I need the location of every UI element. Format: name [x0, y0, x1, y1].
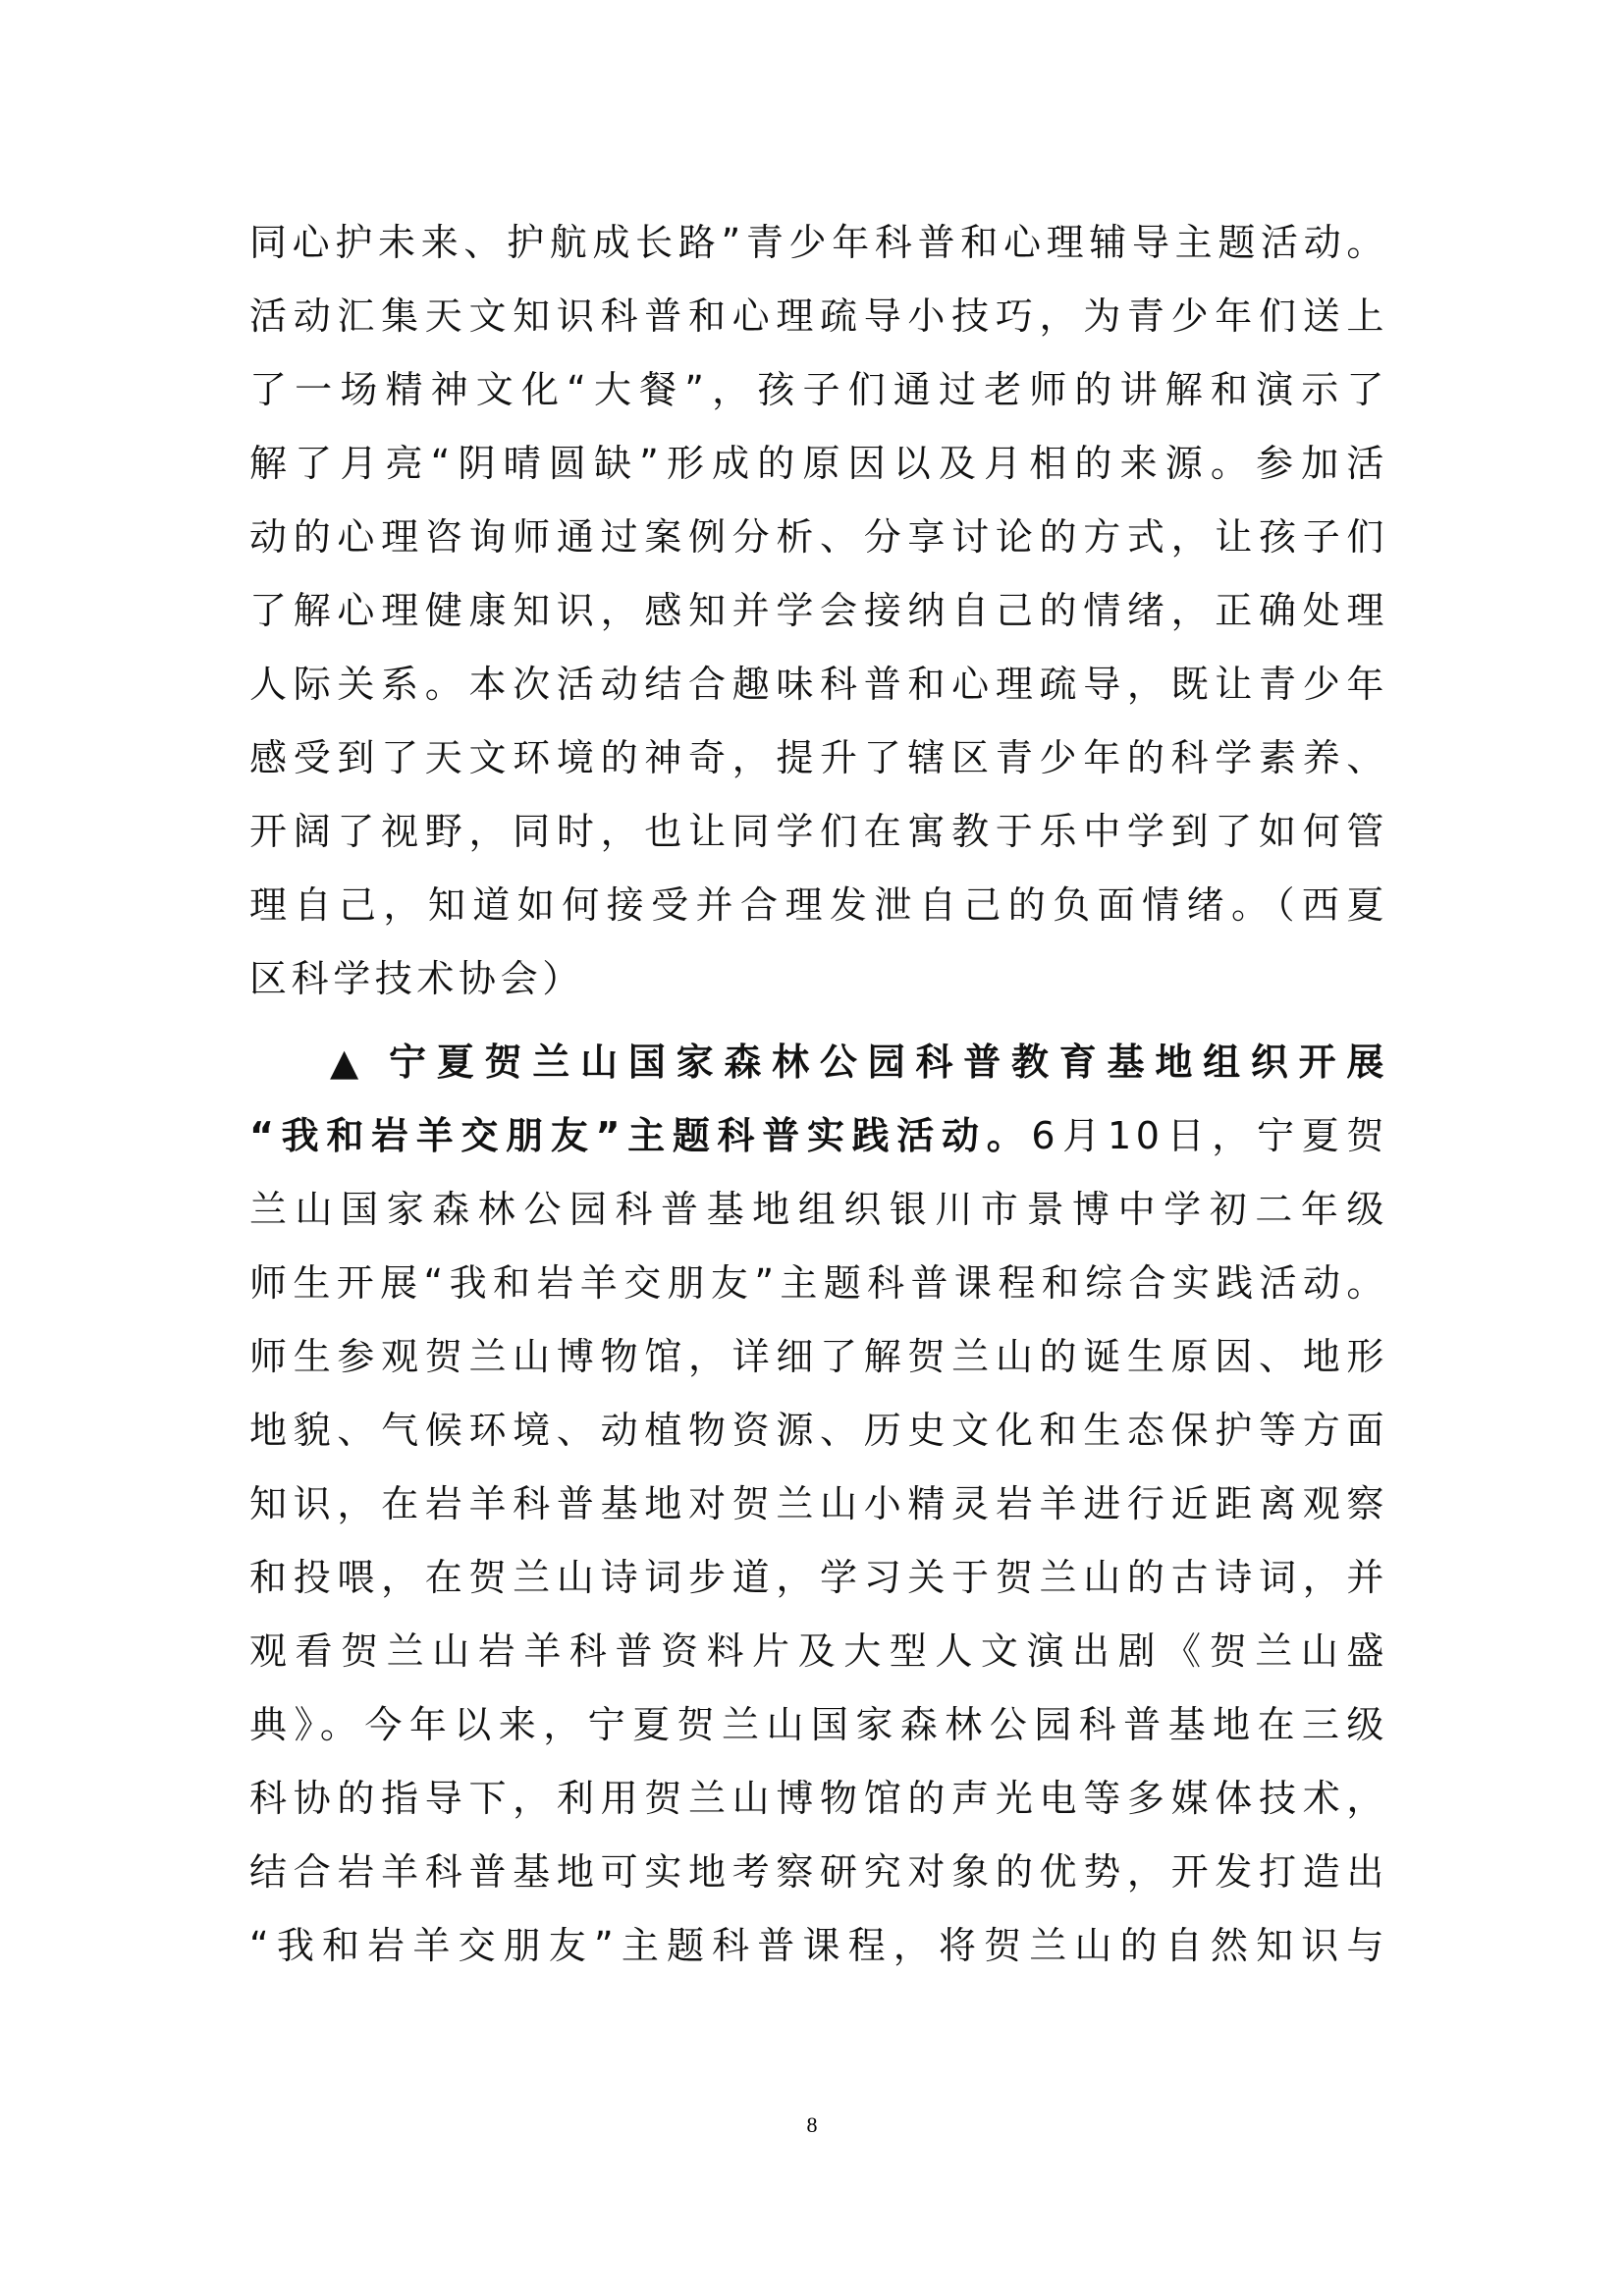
paragraph-line: 理自己，知道如何接受并合理发泄自己的负面情绪。（西夏	[249, 883, 1388, 927]
paragraph-line: 结合岩羊科普基地可实地考察研究对象的优势，开发打造出	[249, 1850, 1388, 1894]
paragraph-line: 了解心理健康知识，感知并学会接纳自己的情绪，正确处理	[249, 589, 1388, 632]
paragraph-line: 师生参观贺兰山博物馆，详细了解贺兰山的诞生原因、地形	[249, 1335, 1388, 1378]
paragraph-text: 6月10日，宁夏贺	[1031, 1114, 1388, 1157]
paragraph-line: 感受到了天文环境的神奇，提升了辖区青少年的科学素养、	[249, 736, 1388, 779]
page-number: 8	[806, 2112, 818, 2137]
triangle-bullet-icon: ▲	[330, 1041, 363, 1084]
paragraph-line: 同心护未来、护航成长路”青少年科普和心理辅导主题活动。	[249, 221, 1388, 264]
paragraph-line: 了一场精神文化“大餐”，孩子们通过老师的讲解和演示了	[249, 368, 1388, 411]
paragraph-line: 兰山国家森林公园科普基地组织银川市景博中学初二年级	[249, 1188, 1388, 1231]
heading-text: 宁夏贺兰山国家森林公园科普教育基地组织开展	[382, 1041, 1388, 1084]
paragraph-line: 活动汇集天文知识科普和心理疏导小技巧，为青少年们送上	[249, 294, 1388, 338]
paragraph-line: 观看贺兰山岩羊科普资料片及大型人文演出剧《贺兰山盛	[249, 1629, 1388, 1673]
paragraph-line: 知识，在岩羊科普基地对贺兰山小精灵岩羊进行近距离观察	[249, 1482, 1388, 1525]
section-heading	[330, 1033, 1388, 1092]
paragraph-line: 动的心理咨询师通过案例分析、分享讨论的方式，让孩子们	[249, 515, 1388, 559]
paragraph-line: 区科学技术协会）	[249, 957, 584, 1000]
heading-continuation-line	[249, 1106, 1388, 1165]
paragraph-line: 典》。今年以来，宁夏贺兰山国家森林公园科普基地在三级	[249, 1703, 1388, 1746]
paragraph-line: 人际关系。本次活动结合趣味科普和心理疏导，既让青少年	[249, 663, 1388, 706]
heading-text-bold: “我和岩羊交朋友”主题科普实践活动。	[249, 1114, 1032, 1157]
paragraph-line: 科协的指导下，利用贺兰山博物馆的声光电等多媒体技术，	[249, 1777, 1388, 1820]
paragraph-line: “我和岩羊交朋友”主题科普课程，将贺兰山的自然知识与	[249, 1924, 1388, 1967]
paragraph-line: 开阔了视野，同时，也让同学们在寓教于乐中学到了如何管	[249, 810, 1388, 853]
paragraph-line: 师生开展“我和岩羊交朋友”主题科普课程和综合实践活动。	[249, 1261, 1388, 1305]
paragraph-line: 解了月亮“阴晴圆缺”形成的原因以及月相的来源。参加活	[249, 442, 1388, 485]
paragraph-line: 地貌、气候环境、动植物资源、历史文化和生态保护等方面	[249, 1409, 1388, 1452]
paragraph-line: 和投喂，在贺兰山诗词步道，学习关于贺兰山的古诗词，并	[249, 1556, 1388, 1599]
